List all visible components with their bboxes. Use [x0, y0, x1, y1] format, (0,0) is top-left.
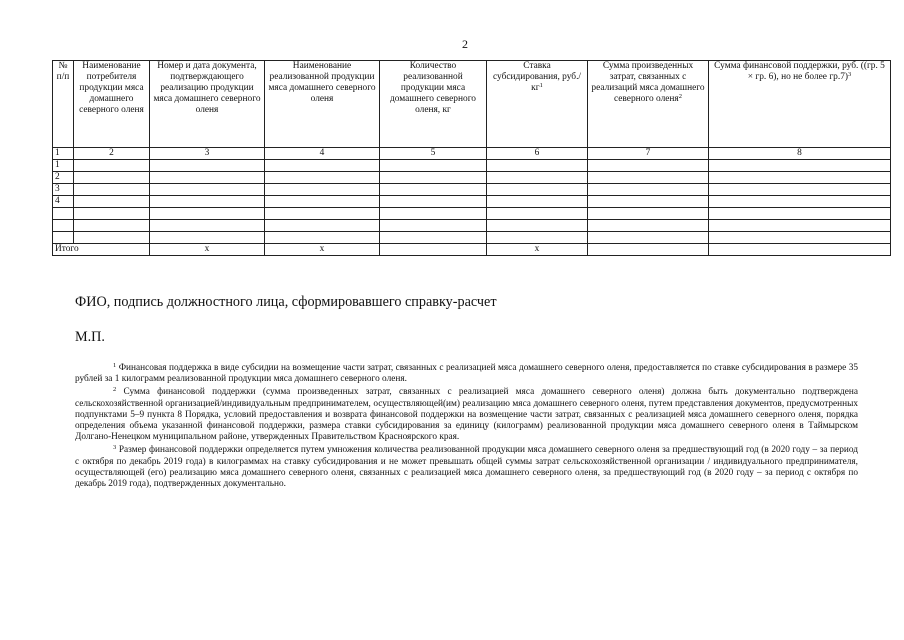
header-cell: Сумма финансовой поддержки, руб. ((гр. 5 × гр. 6), но не более гр.7)$^3$: [709, 61, 891, 148]
table-cell: [380, 172, 487, 184]
column-number: 2: [74, 148, 150, 160]
signature-line: ФИО, подпись должностного лица, сформировавшего справку-расчет: [75, 294, 497, 310]
table-cell: [74, 232, 150, 244]
total-row: [53, 244, 891, 256]
row-number: 2: [53, 172, 74, 184]
table-row: [53, 232, 891, 244]
table-cell: [487, 196, 588, 208]
header-cell: Наименование реализованной продукции мяса домашнего северного оленя: [265, 61, 380, 148]
table-cell: [74, 220, 150, 232]
table-cell: [709, 220, 891, 232]
table-cell: [74, 196, 150, 208]
row-number: 1: [53, 160, 74, 172]
table-cell: [588, 172, 709, 184]
table-cell: [150, 196, 265, 208]
table-cell: [380, 232, 487, 244]
footnote-text: Сумма финансовой поддержки (сумма произведенных затрат, связанных с реализацией мяса домашнего северного оленя) должна быть документально подтверждена сельскохозяйственной организацией/индивидуальным предпринимателем, осуществляющей(им) реализацию мяса домашнего северного оленя, путем представления документов, предусмотренных подпунктами 5–9 пункта 8 Порядка, условий предоставления и возврата финансовой поддержки на возмещение части затрат, связанных с реализацией мяса домашнего северного оленя, порядка определения объема указанной финансовой поддержки, размера ставки субсидирования за единицу (килограмм) реализованной продукции мяса домашнего северного оленя в Таймырском Долгано-Ненецком муниципальном районе, утвержденных Правительством Красноярского края.: [75, 387, 858, 443]
table-cell: [380, 184, 487, 196]
footnote-text: Финансовая поддержка в виде субсидии на возмещение части затрат, связанных с реализацией мяса домашнего северного оленя, предоставляется по ставке субсидирования в размере 35 рублей за 1 килограмм реализованной продукции мяса домашнего северного оленя.: [75, 363, 858, 385]
total-cell: [588, 244, 709, 256]
table-cell: [150, 208, 265, 220]
footnote-mark: 2: [113, 386, 117, 394]
table-cell: [265, 172, 380, 184]
table-cell: [380, 220, 487, 232]
header-cell: № п/п: [53, 61, 74, 148]
table-row: [53, 160, 891, 172]
footnote: [75, 445, 858, 490]
table-cell: [709, 172, 891, 184]
column-number: 7: [588, 148, 709, 160]
table-cell: [150, 220, 265, 232]
table-cell: [588, 184, 709, 196]
table-cell: [487, 232, 588, 244]
table-cell: [588, 160, 709, 172]
column-number-row: [53, 148, 891, 160]
row-number: [53, 220, 74, 232]
footnote-text: Размер финансовой поддержки определяется путем умножения количества реализованной продукции мяса домашнего северного оленя за предшествующий год (в 2020 году – за период с октября по декабрь 2019 года) в килограммах на ставку субсидирования и не может превышать общей суммы затрат сельскохозяйственной организации / индивидуального предпринимателя, осуществляющей (его) реализацию мяса домашнего северного оленя, связанных с реализацией мяса домашнего северного оленя, за предшествующий год (в 2020 году – за период с октября по декабрь 2019 года), подтвержденных документально.: [75, 445, 858, 490]
footnote-ref: 1: [539, 82, 543, 89]
table-cell: [150, 232, 265, 244]
table-cell: [265, 184, 380, 196]
table-cell: [709, 232, 891, 244]
column-number: 5: [380, 148, 487, 160]
table-cell: [709, 184, 891, 196]
table-row: [53, 220, 891, 232]
table-cell: [588, 220, 709, 232]
table-cell: [265, 160, 380, 172]
table-cell: [487, 208, 588, 220]
table-cell: [487, 220, 588, 232]
header-cell: Ставка субсидирования, $руб./кг^1$: [487, 61, 588, 148]
column-number: 6: [487, 148, 588, 160]
column-number: 8: [709, 148, 891, 160]
footnote-mark: 1: [113, 362, 117, 369]
column-number: 3: [150, 148, 265, 160]
table-cell: [150, 172, 265, 184]
header-cell: Номер и дата документа, подтверждающего реализацию продукции мяса домашнего северного оленя: [150, 61, 265, 148]
column-number: 4: [265, 148, 380, 160]
row-number: [53, 208, 74, 220]
row-number: 3: [53, 184, 74, 196]
table-cell: [380, 196, 487, 208]
header-cell: Сумма произведенных затрат, связанных с реализаций мяса домашнего северного оленя$^2$: [588, 61, 709, 148]
table-row: [53, 196, 891, 208]
table-cell: [74, 184, 150, 196]
total-cell: х: [150, 244, 265, 256]
footnote: [75, 363, 858, 385]
column-number: 1: [53, 148, 74, 160]
total-label: Итого: [53, 244, 150, 256]
table-cell: [74, 160, 150, 172]
table-cell: [709, 208, 891, 220]
total-cell: [380, 244, 487, 256]
table-cell: [150, 184, 265, 196]
subsidy-calculation-table: [52, 60, 891, 256]
total-cell: х: [487, 244, 588, 256]
footnote-mark: 3: [113, 444, 117, 452]
table-cell: [588, 196, 709, 208]
footnote: [75, 387, 858, 443]
table-cell: [487, 184, 588, 196]
header-cell: Количество реализованной продукции мяса домашнего северного оленя, кг: [380, 61, 487, 148]
table-cell: [487, 160, 588, 172]
table-cell: [150, 160, 265, 172]
table-row: [53, 184, 891, 196]
table-row: [53, 172, 891, 184]
footnote-ref: 3: [848, 71, 852, 78]
stamp-label: М.П.: [75, 329, 105, 345]
row-number: 4: [53, 196, 74, 208]
table-cell: [380, 208, 487, 220]
table-cell: [74, 172, 150, 184]
table-cell: [588, 208, 709, 220]
table-cell: [265, 220, 380, 232]
table-row: [53, 208, 891, 220]
total-cell: [709, 244, 891, 256]
page-number: 2: [462, 37, 468, 51]
total-cell: х: [265, 244, 380, 256]
row-number: [53, 232, 74, 244]
table-cell: [265, 208, 380, 220]
table-cell: [487, 172, 588, 184]
footnote-ref: 2: [678, 93, 682, 100]
header-cell: Наименование потребителя продукции мяса домашнего северного оленя: [74, 61, 150, 148]
footnotes: [75, 363, 858, 492]
table-cell: [709, 160, 891, 172]
table-cell: [74, 208, 150, 220]
table-cell: [380, 160, 487, 172]
table-cell: [709, 196, 891, 208]
table-cell: [588, 232, 709, 244]
table-cell: [265, 196, 380, 208]
table-header-row: [53, 61, 891, 148]
table-cell: [265, 232, 380, 244]
